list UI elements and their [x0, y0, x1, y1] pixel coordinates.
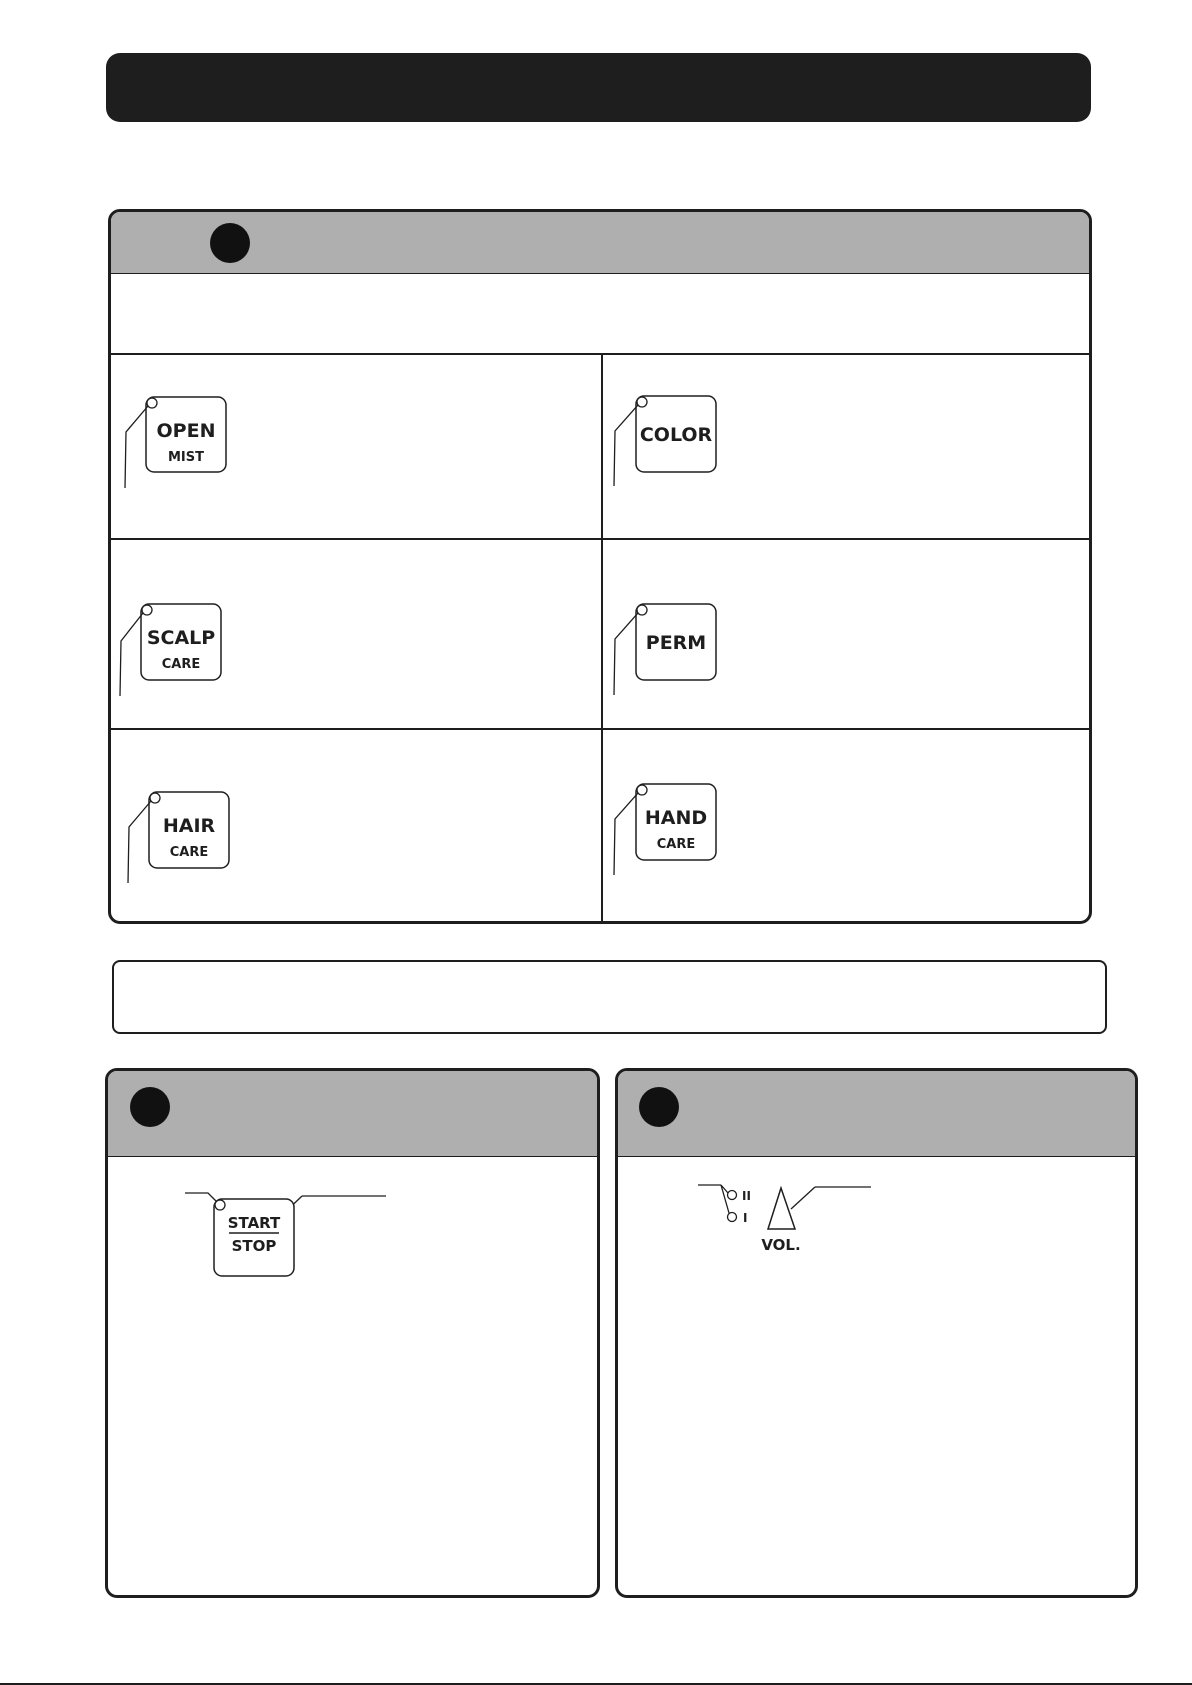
svg-text:CARE: CARE [656, 837, 696, 852]
divider [111, 728, 1089, 730]
svg-text:II: II [742, 1189, 751, 1203]
svg-text:STOP: STOP [231, 1237, 277, 1255]
hair-care-button[interactable] [111, 757, 251, 897]
start-stop-panel-header [108, 1071, 597, 1157]
svg-text:HAIR: HAIR [162, 815, 216, 837]
svg-text:START: START [227, 1214, 281, 1232]
svg-text:I: I [743, 1211, 748, 1225]
volume-panel [615, 1068, 1138, 1598]
indicator-lamp-icon [637, 397, 647, 407]
indicator-lamp-icon [637, 785, 647, 795]
step-number-dot [639, 1087, 679, 1127]
indicator-lamp-icon [147, 398, 157, 408]
svg-text:VOL.: VOL. [761, 1236, 801, 1254]
svg-text:OPEN: OPEN [156, 420, 216, 442]
volume-panel-header [618, 1071, 1135, 1157]
indicator-lamp-icon [215, 1200, 225, 1210]
start-stop-button[interactable] [168, 1186, 408, 1296]
mode-panel-header [111, 212, 1089, 274]
level-low-lamp-icon [728, 1213, 737, 1222]
svg-text:COLOR: COLOR [639, 424, 713, 446]
step-number-dot [210, 223, 250, 263]
indicator-lamp-icon [637, 605, 647, 615]
indicator-lamp-icon [150, 793, 160, 803]
note-box [112, 960, 1107, 1034]
open-mist-button[interactable] [111, 362, 251, 502]
svg-text:CARE: CARE [169, 845, 209, 860]
level-high-lamp-icon [728, 1191, 737, 1200]
svg-text:SCALP: SCALP [146, 627, 216, 649]
step-number-dot [130, 1087, 170, 1127]
indicator-lamp-icon [142, 605, 152, 615]
divider [111, 538, 1089, 540]
title-bar [106, 53, 1091, 122]
color-button[interactable] [601, 362, 741, 502]
volume-control[interactable] [698, 1181, 898, 1271]
svg-text:HAND: HAND [644, 807, 708, 829]
svg-text:CARE: CARE [161, 657, 201, 672]
divider [111, 353, 1089, 355]
mode-panel [108, 209, 1092, 924]
svg-text:PERM: PERM [645, 632, 707, 654]
hand-care-button[interactable] [601, 749, 741, 889]
scalp-care-button[interactable] [111, 569, 251, 709]
perm-button[interactable] [601, 569, 741, 709]
svg-text:MIST: MIST [167, 450, 205, 465]
start-stop-panel [105, 1068, 600, 1598]
